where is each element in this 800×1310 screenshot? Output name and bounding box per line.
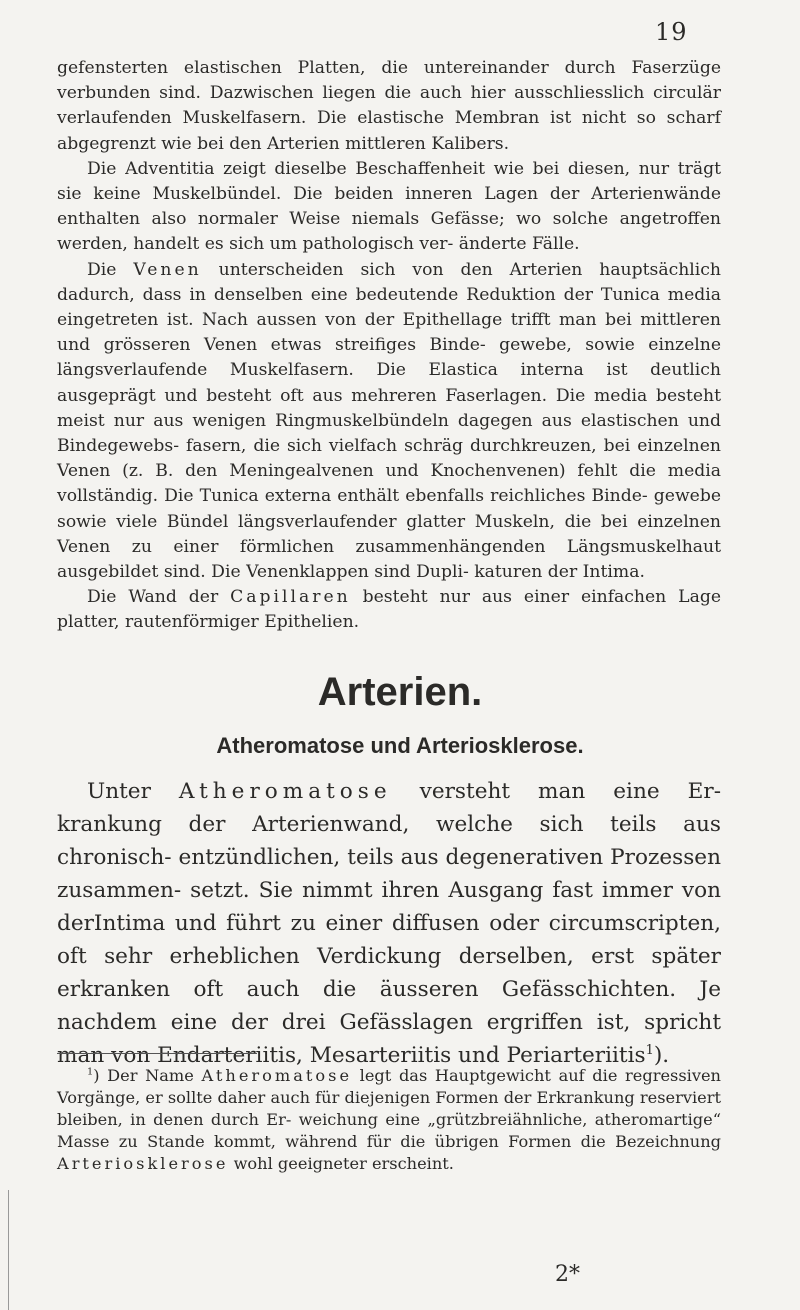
spaced-term-footnote-atheromatose: Atheromatose: [201, 1066, 353, 1085]
scan-margin-line: [8, 1190, 9, 1310]
footnote-number: 1: [87, 1066, 94, 1078]
footnote-reference: 1: [645, 1042, 654, 1058]
paragraph-intro: gefensterten elastischen Platten, die untereinander durch Faserzüge verbunden sind. Dazwischen liegen die auch hier ausschliesslich circulär verlaufenden Muskelfasern. Die elastische Membran ist nicht so scharf abgegrenzt wie bei den Arterien mittleren Kalibers.: [57, 58, 721, 154]
spaced-term-arteriosklerose: Arteriosklerose: [57, 1154, 229, 1173]
spaced-term-venen: Venen: [133, 259, 202, 280]
spaced-term-atheromatose: Atheromatose: [178, 779, 392, 804]
paragraph-capillaren: Die Wand der Capillaren besteht nur aus einer einfachen Lage platter, rautenförmiger Epithelien.: [57, 587, 721, 633]
footnote-rule: [57, 1053, 257, 1054]
spaced-term-capillaren: Capillaren: [230, 587, 351, 608]
section-heading: Arterien.: [317, 670, 483, 714]
footnote-text: $^1$) Der Name Atheromatose legt das Hauptgewicht auf die regressiven Vorgänge, er sollte daher auch für diejenigen Formen der Erkrankung reserviert bleiben, in denen durch Er- weichung eine „grützbreiähnliche, atheromartige“ Masse zu Stande kommt, während für die übrigen Formen die Bezeichnung Arteriosklerose wohl geeigneter erscheint.: [57, 1066, 721, 1173]
body-text-top: [57, 56, 721, 636]
footnote-block: [57, 1065, 721, 1175]
paragraph-venen: Die Venen unterscheiden sich von den Arterien hauptsächlich dadurch, dass in denselben eine bedeutende Reduktion der Tunica media eingetreten ist. Nach aussen von der Epithellage trifft man bei mittleren und grösseren Venen etwas streifiges Binde- gewebe, sowie einzelne längsverlaufende Muskelfasern. Die Elastica interna ist deutlich ausgeprägt und besteht oft aus mehreren Faserlagen. Die media besteht meist nur aus wenigen Ringmuskelbündeln dagegen aus elastischen und Bindegewebs- fasern, die sich vielfach schräg durchkreuzen, bei einzelnen Venen (z. B. den Meningealvenen und Knochenvenen) fehlt die media vollständig. Die Tunica externa enthält ebenfalls reichliches Binde- gewebe sowie viele Bündel längsverlaufender glatter Muskeln, die bei einzelnen Venen zu einer förmlichen zusammenhängenden Längsmuskelhaut ausgebildet sind. Die Venenklappen sind Dupli- katuren der Intima.: [57, 259, 721, 583]
paragraph-adventitia: Die Adventitia zeigt dieselbe Beschaffenheit wie bei diesen, nur trägt sie keine Muskelbündel. Die beiden inneren Lagen der Arterienwände enthalten also normaler Weise niemals Gefässe; wo solche angetroffen werden, handelt es sich um pathologisch ver- änderte Fälle.: [57, 158, 721, 255]
paragraph-atheromatose: Unter Atheromatose versteht man eine Er- krankung der Arterienwand, welche sich teils aus chronisch- entzündlichen, teils aus degenerativen Prozessen zusammen- setzt. Sie nimmt ihren Ausgang fast immer von derIntima und führt zu einer diffusen oder circumscripten, oft sehr erheblichen Verdickung derselben, erst später erkranken oft auch die äusseren Gefässchichten. Je nachdem eine der drei Gefässlagen ergriffen ist, spricht man von Endarteriitis, Mesarteriitis und Periarteriitis$^1$).: [57, 779, 721, 1068]
page-number: 19: [655, 18, 688, 46]
signature-mark: 2*: [555, 1262, 580, 1287]
body-text-atheromatose: [57, 775, 721, 1072]
sub-heading: Atheromatose und Arteriosklerose.: [216, 733, 584, 758]
